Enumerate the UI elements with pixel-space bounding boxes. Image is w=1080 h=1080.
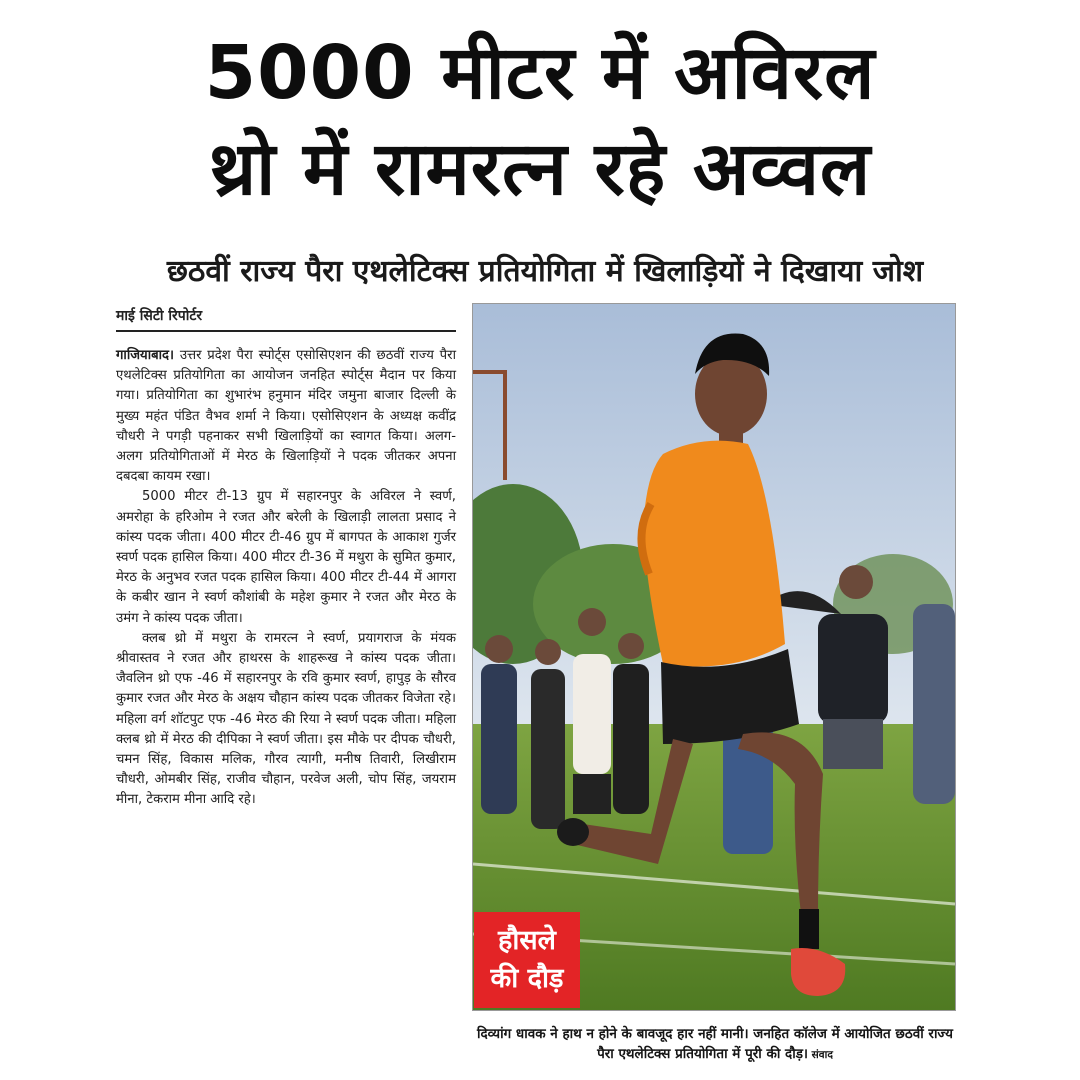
photo-caption: [470, 1024, 960, 1065]
byline-divider: [116, 330, 456, 332]
article-paragraph-1: [116, 346, 456, 487]
photo-caption-text: दिव्यांग धावक ने हाथ न होने के बावजूद हार नहीं मानी। जनहित कॉलेज में आयोजित छठवीं राज्य पैरा एथलेटिक्स प्रतियोगिता में पूरी की दौड़।: [477, 1026, 953, 1062]
headline-line-1: 5000 मीटर में अविरल: [204, 30, 876, 116]
news-photo: [472, 303, 956, 1011]
article-body: [116, 346, 456, 811]
dateline: गाजियाबाद।: [116, 348, 175, 363]
article-paragraph-1-text: उत्तर प्रदेश पैरा स्पोर्ट्स एसोसिएशन की छठवीं राज्य पैरा एथलेटिक्स प्रतियोगिता का आयोजन जनहित स्पोर्ट्स मैदान पर किया गया। प्रतियोगिता का शुभारंभ हनुमान मंदिर जमुना बाजार दिल्ली के मुख्य महंत पंडित वैभव शर्मा ने किया। एसोसिएशन के अध्यक्ष कवींद्र चौधरी ने पगड़ी पहनाकर सभी खिलाड़ियों का स्वागत किया। अलग-अलग प्रतियोगिताओं में मेरठ के खिलाड़ियों ने पदक जीतकर अपना दबदबा कायम रखा।: [116, 348, 456, 485]
byline: माई सिटी रिपोर्टर: [116, 308, 203, 324]
stamp-line-2: की दौड़: [490, 963, 564, 994]
photo-stamp: [474, 912, 580, 1008]
article-paragraph-2: 5000 मीटर टी-13 ग्रुप में सहारनपुर के अविरल ने स्वर्ण, अमरोहा के हरिओम ने रजत और बरेली के खिलाड़ी लालता प्रसाद ने कांस्य पदक जीता। 400 मीटर टी-46 ग्रुप में बागपत के आकाश गुर्जर स्वर्ण पदक हासिल किया। 400 मीटर टी-36 में मथुरा के सुमित कुमार, मेरठ के अनुभव रजत पदक हासिल किया। 400 मीटर टी-44 में आगरा के कबीर खान ने स्वर्ण कौशांबी के महेश कुमार ने रजत और मेरठ के उमंग ने कांस्य पदक जीता।: [116, 489, 456, 626]
headline-line-2: थ्रो में रामरत्न रहे अव्वल: [208, 126, 872, 212]
stamp-line-1: हौसले: [498, 925, 556, 956]
subheadline: छठवीं राज्य पैरा एथलेटिक्स प्रतियोगिता में खिलाड़ियों ने दिखाया जोश: [166, 254, 924, 289]
article-paragraph-3: क्लब थ्रो में मथुरा के रामरत्न ने स्वर्ण, प्रयागराज के मंयक श्रीवास्तव ने रजत और हाथरस के शाहरूख ने कांस्य पदक जीता। जैवलिन थ्रो एफ -46 में सहारनपुर के रवि कुमार स्वर्ण, हापुड़ के सौरव कुमार रजत और मेरठ के अक्षय चौहान कांस्य पदक जीतकर विजेता रहे। महिला वर्ग शॉटपुट एफ -46 मेरठ की रिया ने स्वर्ण पदक जीता। महिला क्लब थ्रो में मेरठ की दीपिका ने स्वर्ण जीता। इस मौके पर दीपक चौधरी, चमन सिंह, विकास मलिक, गौरव त्यागी, मनीष तिवारी, लिखीराम चौधरी, ओमबीर सिंह, राजीव चौहान, परवेज अली, चोप सिंह, जयराम मीना, टेकराम मीना आदि रहे।: [116, 630, 456, 808]
photo-credit: संवाद: [808, 1049, 833, 1061]
